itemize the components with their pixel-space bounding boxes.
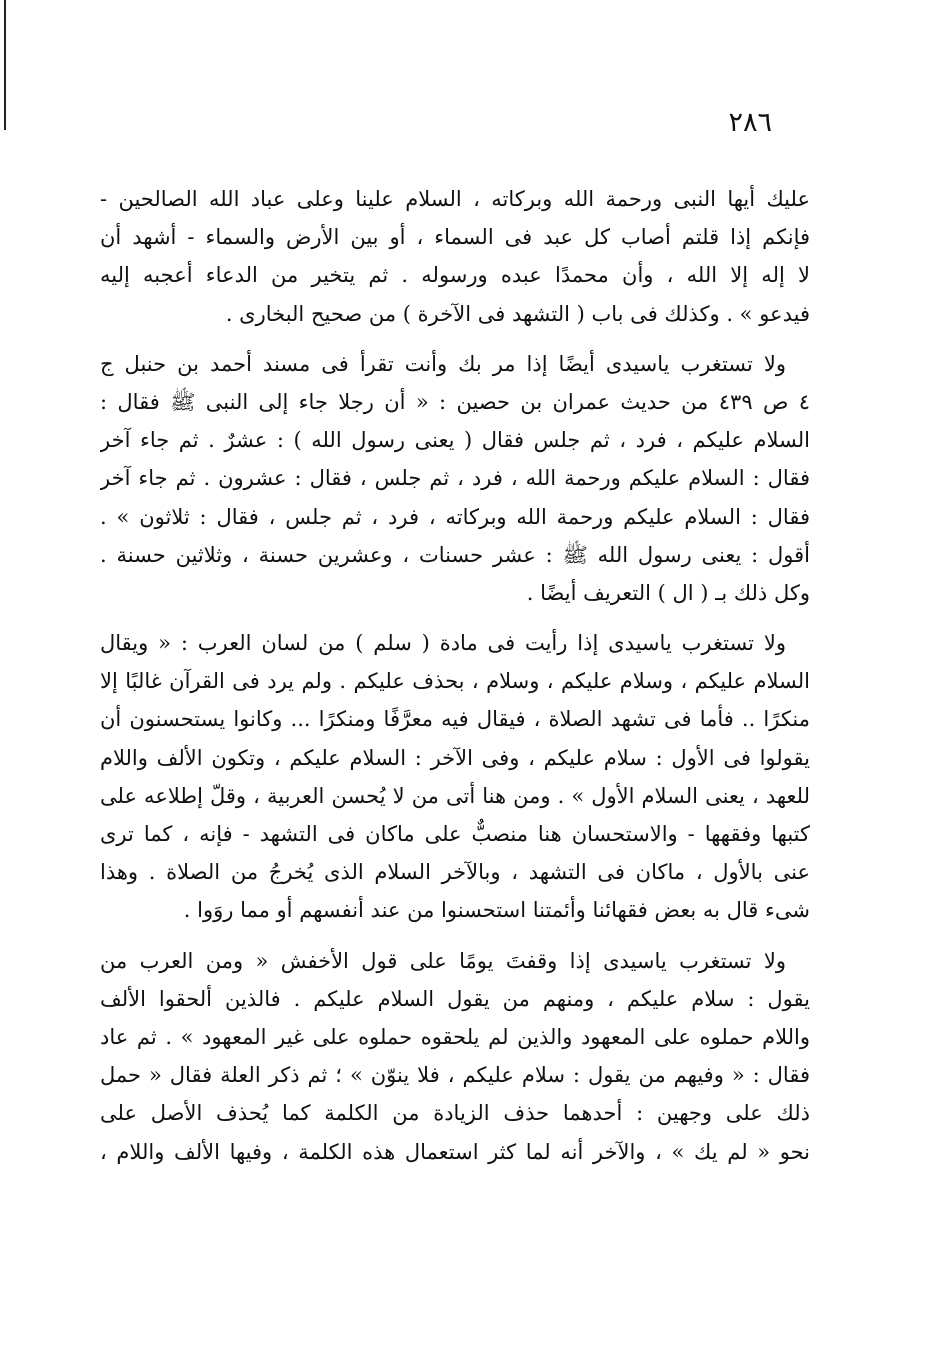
text-line: منكرًا .. فأما فى تشهد الصلاة ، فيقال فيه معرَّفًا ومنكرًا ... وكانوا يستحسنون أن	[100, 707, 810, 732]
text-line: للعهد ، يعنى السلام الأول » . ومن هنا أتى من لا يُحسن العربية ، وقلّ إطلاعه على	[100, 783, 810, 808]
text-line: فقال : السلام عليكم ورحمة الله وبركاته ، فرد ، ثم جلس ، فقال : ثلاثون » .	[100, 504, 810, 529]
text-line: ذلك على وجهين : أحدهما حذف الزيادة من الكلمة كما يُحذف الأصل على	[100, 1101, 810, 1126]
paragraph-1	[100, 180, 810, 333]
text-line: نحو « لم يك » ، والآخر أنه لما كثر استعمال هذه الكلمة ، وفيها الألف واللام ،	[100, 1139, 810, 1164]
text-line: فقال : « وفيهم من يقول : سلام عليكم ، فلا ينوّن » ؛ ثم ذكر العلة فقال « حمل	[100, 1063, 810, 1088]
text-line: أقول : يعنى رسول الله ﷺ : عشر حسنات ، وعشرين حسنة ، وثلاثين حسنة .	[100, 542, 810, 567]
text-line: عنى بالأول ، ماكان فى التشهد ، وبالآخر السلام الذى يُخرجُ من الصلاة . وهذا	[100, 860, 810, 885]
text-line: ولا تستغرب ياسيدى إذا وقفتَ يومًا على قول الأخفش « ومن العرب من	[100, 948, 786, 973]
text-line: يقول : سلام عليكم ، ومنهم من يقول السلام عليكم . فالذين ألحقوا الألف	[100, 986, 810, 1011]
text-line: لا إله إلا الله ، وأن محمدًا عبده ورسوله . ثم يتخير من الدعاء أعجبه إليه	[100, 263, 810, 288]
text-line: شىء قال به بعض فقهائنا وأئمتنا استحسنوا من عند أنفسهم أو مما روَوا .	[183, 898, 810, 923]
text-line: عليك أيها النبى ورحمة الله وبركاته ، السلام علينا وعلى عباد الله الصالحين -	[100, 187, 810, 211]
main-text	[100, 180, 810, 1171]
text-line: كتبها وفقهها - والاستحسان هنا منصبٌّ على ماكان فى التشهد - فإنه ، كما ترى	[100, 822, 810, 846]
page-number: ٢٨٦	[728, 107, 772, 138]
paragraph-2	[100, 345, 810, 612]
paragraph-4	[100, 942, 810, 1171]
text-line: ولا تستغرب ياسيدى أيضًا إذا مر بك وأنت تقرأ فى مسند أحمد بن حنبل ج	[100, 351, 786, 376]
text-line: السلام عليكم ، فرد ، ثم جلس فقال ( يعنى رسول الله ) : عشرٌ . ثم جاء آخر	[100, 428, 810, 453]
text-line: فيدعو » . وكذلك فى باب ( التشهد فى الآخرة ) من صحيح البخارى .	[225, 301, 810, 326]
text-line: فقال : السلام عليكم ورحمة الله ، فرد ، ثم جلس ، فقال : عشرون . ثم جاء آخر	[100, 466, 810, 491]
text-line: ولا تستغرب ياسيدى إذا رأيت فى مادة ( سلم ) من لسان العرب : « ويقال	[100, 631, 786, 656]
paragraph-3	[100, 624, 810, 930]
text-line: فإنكم إذا قلتم أصاب كل عبد فى السماء ، أو بين الأرض والسماء - أشهد أن	[100, 225, 810, 250]
text-line: ٤ ص ٤٣٩ من حديث عمران بن حصين : « أن رجلا جاء إلى النبى ﷺ فقال :	[100, 389, 810, 414]
text-line: يقولوا فى الأول : سلام عليكم ، وفى الآخر : السلام عليكم ، وتكون الألف واللام	[100, 745, 810, 770]
binding-edge-line	[4, 0, 6, 130]
text-line: وكل ذلك بـ ( ال ) التعريف أيضًا .	[526, 580, 810, 605]
text-line: السلام عليكم ، وسلام عليكم ، وسلام ، بحذف عليكم . ولم يرد فى القرآن غالبًا إلا	[100, 669, 810, 694]
text-line: واللام حملوه على المعهود والذين لم يلحقوه حملوه على غير المعهود » . ثم عاد	[100, 1024, 810, 1049]
